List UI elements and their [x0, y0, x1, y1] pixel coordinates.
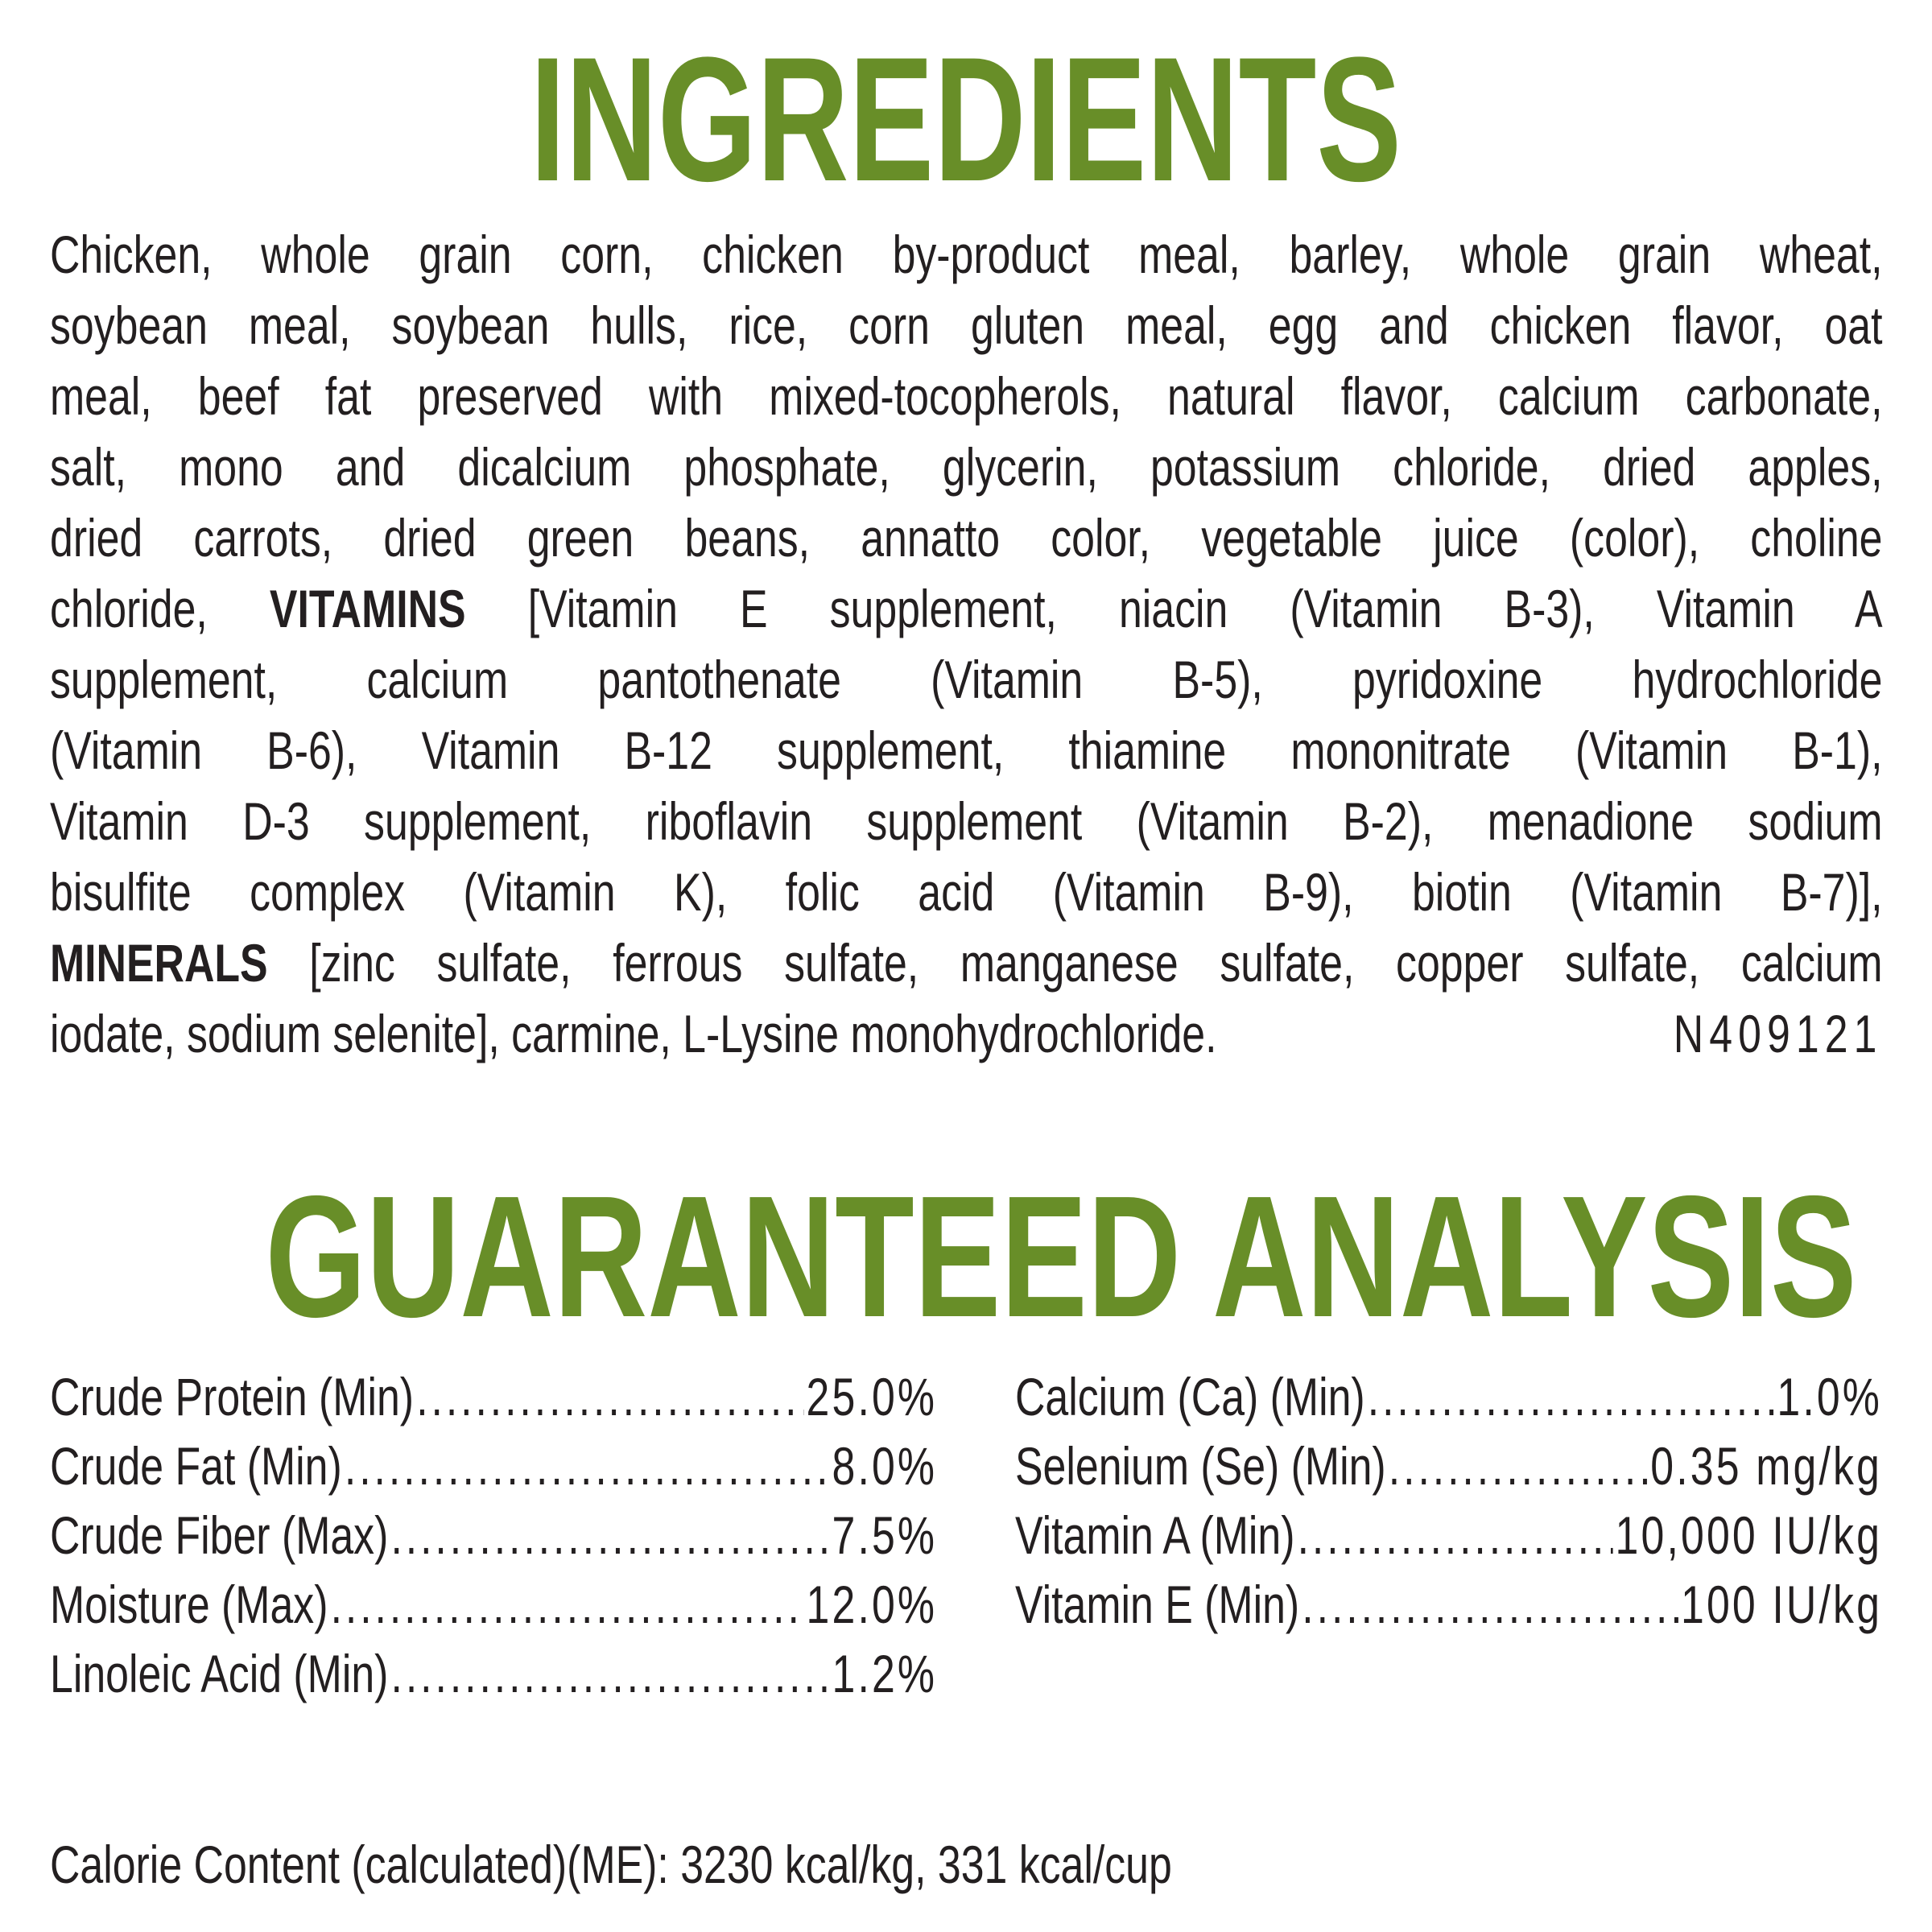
ga-row-label: Vitamin E (Min)	[1015, 1575, 1300, 1634]
ga-dot-leader	[1389, 1431, 1648, 1501]
ingredient-line	[50, 361, 1883, 431]
ga-row	[1015, 1362, 1882, 1431]
ga-row-label: Linoleic Acid (Min)	[50, 1644, 389, 1703]
ingredient-line	[50, 715, 1883, 786]
ga-row-value: 7.5%	[832, 1505, 938, 1565]
vitamins-bold-text: VITAMINS	[269, 579, 466, 638]
ingredient-line	[50, 644, 1883, 715]
ga-row-label: Vitamin A (Min)	[1015, 1505, 1295, 1565]
ingredient-line	[50, 786, 1883, 857]
ga-row-label: Crude Fiber (Max)	[50, 1505, 389, 1565]
ingredient-line	[50, 431, 1883, 502]
ga-row-label: Calcium (Ca) (Min)	[1015, 1367, 1365, 1426]
ga-row	[50, 1431, 937, 1501]
ga-dot-leader	[416, 1362, 803, 1431]
ga-row-value: 1.2%	[832, 1644, 938, 1703]
ga-left-column	[50, 1362, 937, 1708]
ingredient-text: bisulfite complex (Vitamin K), folic acid (Vitamin B-9), biotin (Vitamin B-7)],	[50, 862, 1883, 922]
ga-row-label: Moisture (Max)	[50, 1575, 328, 1634]
ingredient-text: salt, mono and dicalcium phosphate, glycerin, potassium chloride, dried apples,	[50, 437, 1883, 497]
ga-row	[1015, 1570, 1882, 1639]
guaranteed-analysis-heading-text: GUARANTEED ANALYSIS	[265, 1159, 1857, 1353]
ingredient-text: (Vitamin B-6), Vitamin B-12 supplement, thiamine mononitrate (Vitamin B-1),	[50, 720, 1883, 780]
ga-row	[50, 1639, 937, 1708]
ga-row-value: 10,000 IU/kg	[1615, 1505, 1883, 1565]
ingredient-text: [Vitamin E supplement, niacin (Vitamin B-3), Vitamin A	[465, 579, 1883, 638]
ga-row-value: 0.35 mg/kg	[1650, 1436, 1883, 1496]
ingredient-text: Chicken, whole grain corn, chicken by-product meal, barley, whole grain wheat,	[50, 225, 1883, 284]
ga-dot-leader	[390, 1501, 829, 1570]
guaranteed-analysis-table	[50, 1362, 1882, 1708]
ingredient-line	[50, 219, 1883, 290]
ga-dot-leader	[331, 1570, 804, 1639]
ingredients-paragraph-inner	[50, 219, 1883, 1069]
ingredient-text: supplement, calcium pantothenate (Vitamin B-5), pyridoxine hydrochloride	[50, 650, 1883, 709]
ingredient-text: [zinc sulfate, ferrous sulfate, manganese sulfate, copper sulfate, calcium	[267, 933, 1883, 993]
ingredient-text: dried carrots, dried green beans, annatto color, vegetable juice (color), choline	[50, 508, 1883, 568]
ga-row-value: 1.0%	[1777, 1367, 1883, 1426]
ingredient-line	[50, 502, 1883, 573]
ga-row-label: Crude Protein (Min)	[50, 1367, 415, 1426]
ga-dot-leader	[1302, 1570, 1678, 1639]
ga-dot-leader	[1368, 1362, 1774, 1431]
ga-right-column-inner	[1015, 1362, 1882, 1639]
ga-row	[50, 1570, 937, 1639]
ga-row	[1015, 1431, 1882, 1501]
ga-row	[1015, 1501, 1882, 1570]
minerals-bold-text: MINERALS	[50, 933, 268, 993]
ingredients-paragraph	[50, 219, 1882, 1069]
ga-dot-leader	[391, 1639, 830, 1708]
ingredient-text: iodate, sodium selenite], carmine, L-Lysine monohydrochloride.	[50, 1004, 1217, 1063]
ingredient-text: Vitamin D-3 supplement, riboflavin supplement (Vitamin B-2), menadione sodium	[50, 791, 1883, 851]
ingredients-heading	[0, 20, 1932, 218]
ga-right-column	[1015, 1362, 1882, 1708]
ga-dot-leader	[345, 1431, 829, 1501]
ingredient-text: chloride,	[50, 579, 270, 638]
ga-row	[50, 1362, 937, 1431]
ingredient-line	[50, 927, 1883, 998]
ga-row-value: 25.0%	[806, 1367, 938, 1426]
ga-row-label: Crude Fat (Min)	[50, 1436, 342, 1496]
ingredient-text: meal, beef fat preserved with mixed-tocopherols, natural flavor, calcium carbonate,	[50, 366, 1883, 426]
ingredient-line	[50, 573, 1883, 644]
ga-left-column-inner	[50, 1362, 937, 1708]
guaranteed-analysis-heading	[0, 1159, 1932, 1353]
ga-row-value: 12.0%	[806, 1575, 938, 1634]
ingredient-line	[50, 998, 1883, 1069]
ga-row-value: 8.0%	[832, 1436, 938, 1496]
ga-row-value: 100 IU/kg	[1680, 1575, 1883, 1634]
ga-dot-leader	[1298, 1501, 1613, 1570]
calorie-content-line	[50, 1829, 1882, 1900]
calorie-content-text: Calorie Content (calculated)(ME): 3230 kcal/kg, 331 kcal/cup	[50, 1835, 1172, 1894]
ga-row	[50, 1501, 937, 1570]
batch-code: N409121	[1673, 1004, 1883, 1063]
ingredient-text: soybean meal, soybean hulls, rice, corn gluten meal, egg and chicken flavor, oat	[50, 295, 1883, 355]
ingredient-line	[50, 857, 1883, 927]
ingredients-heading-text: INGREDIENTS	[530, 20, 1402, 218]
ga-row-label: Selenium (Se) (Min)	[1015, 1436, 1386, 1496]
ingredient-line	[50, 290, 1883, 361]
